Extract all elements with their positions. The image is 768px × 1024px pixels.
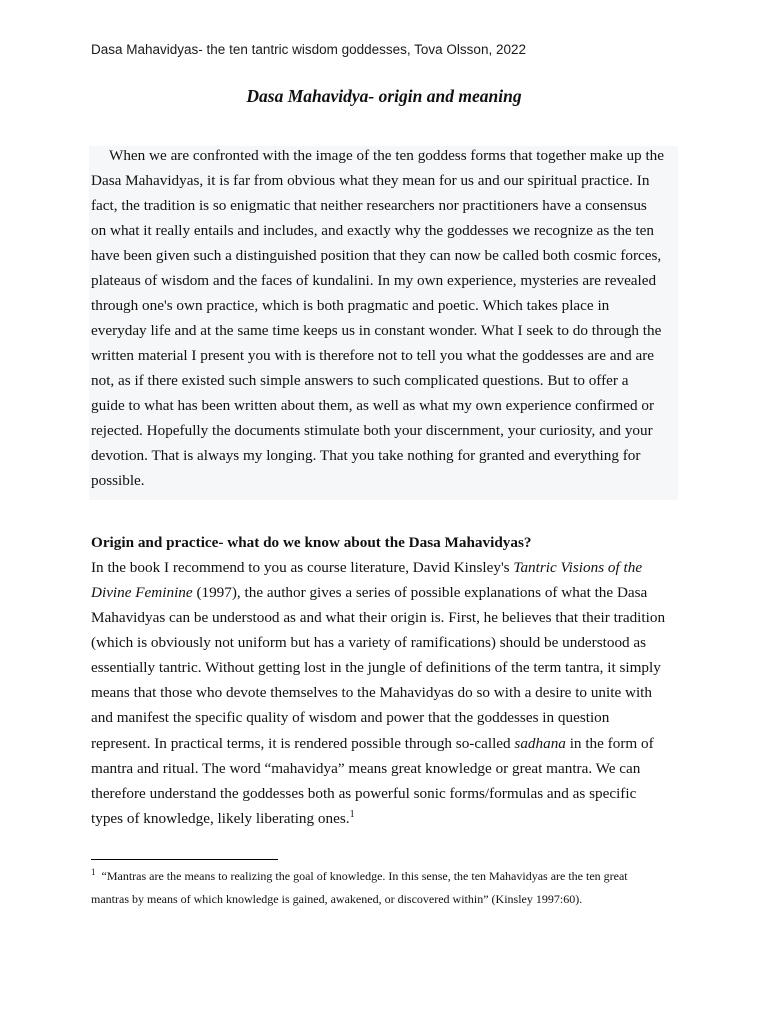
- body-line: and manifest the specific quality of wisdom and power that the goddesses in question: [91, 709, 610, 726]
- footnote-line: mantras by means of which knowledge is gained, awakened, or discovered within” (Kinsley 1997:60).: [91, 892, 583, 906]
- intro-line: written material I present you with is therefore not to tell you what the goddesses are and are: [91, 347, 655, 364]
- body-text: In the book I recommend to you as course literature, David Kinsley's: [91, 559, 514, 576]
- body-line: means that those who devote themselves to the Mahavidyas do so with a desire to unite with: [91, 684, 652, 701]
- intro-line: rejected. Hopefully the documents stimulate both your discernment, your curiosity, and your: [91, 422, 653, 439]
- section-heading: Origin and practice- what do we know about the Dasa Mahavidyas?: [91, 534, 532, 551]
- body-line: [91, 558, 642, 578]
- body-line: therefore understand the goddesses both as powerful sonic forms/formulas and as specific: [91, 785, 637, 802]
- body-line: [91, 734, 654, 754]
- book-title: Divine Feminine: [91, 584, 193, 601]
- running-header: Dasa Mahavidyas- the ten tantric wisdom goddesses, Tova Olsson, 2022: [91, 42, 526, 57]
- intro-line: everyday life and at the same time keeps us in constant wonder. What I seek to do through the: [91, 322, 662, 339]
- body-line: [91, 809, 355, 829]
- intro-line: possible.: [91, 472, 145, 489]
- footnote-separator: [91, 859, 278, 860]
- page-title: Dasa Mahavidya- origin and meaning: [246, 86, 522, 106]
- intro-line: guide to what has been written about them, as well as what my own experience confirmed or: [91, 397, 655, 414]
- footnote-marker: 1: [91, 867, 96, 877]
- body-line: Mahavidyas can be understood as and what their origin is. First, he believes that their tradition: [91, 609, 666, 626]
- body-text: in the form of: [565, 735, 654, 752]
- body-text: represent. In practical terms, it is rendered possible through so-called: [91, 735, 515, 752]
- body-line: mantra and ritual. The word “mahavidya” means great knowledge or great mantra. We can: [91, 760, 641, 777]
- intro-line: Dasa Mahavidyas, it is far from obvious what they mean for us and our spiritual practice. In: [91, 172, 650, 189]
- intro-line: on what it really entails and includes, and exactly why the goddesses we recognize as the ten: [91, 222, 655, 239]
- body-line: (which is obviously not uniform but has a variety of ramifications) should be understood as: [91, 634, 647, 651]
- body-line: [91, 583, 647, 603]
- intro-line: not, as if there existed such simple answers to such complicated questions. But to offer a: [91, 372, 629, 389]
- footnote-text: “Mantras are the means to realizing the goal of knowledge. In this sense, the ten Mahavidyas are the ten great: [101, 869, 628, 883]
- body-line: essentially tantric. Without getting lost in the jungle of definitions of the term tantra, it simply: [91, 659, 661, 676]
- intro-line: have been given such a distinguished position that they can now be called both cosmic forces,: [91, 247, 662, 264]
- intro-line: fact, the tradition is so enigmatic that neither researchers nor practitioners have a consensus: [91, 197, 647, 214]
- intro-line: When we are confronted with the image of the ten goddess forms that together make up the: [109, 147, 665, 164]
- book-title: Tantric Visions of the: [513, 559, 643, 576]
- footnote-line: [91, 868, 628, 884]
- footnote-reference[interactable]: 1: [349, 808, 355, 820]
- intro-line: devotion. That is always my longing. That you take nothing for granted and everything for: [91, 447, 641, 464]
- intro-line: through one's own practice, which is both pragmatic and poetic. Which takes place in: [91, 297, 610, 314]
- body-text: types of knowledge, likely liberating ones.: [91, 810, 350, 827]
- body-text: (1997), the author gives a series of possible explanations of what the Dasa: [192, 584, 648, 601]
- intro-line: plateaus of wisdom and the faces of kundalini. In my own experience, mysteries are revealed: [91, 272, 657, 289]
- term-sadhana: sadhana: [514, 735, 566, 752]
